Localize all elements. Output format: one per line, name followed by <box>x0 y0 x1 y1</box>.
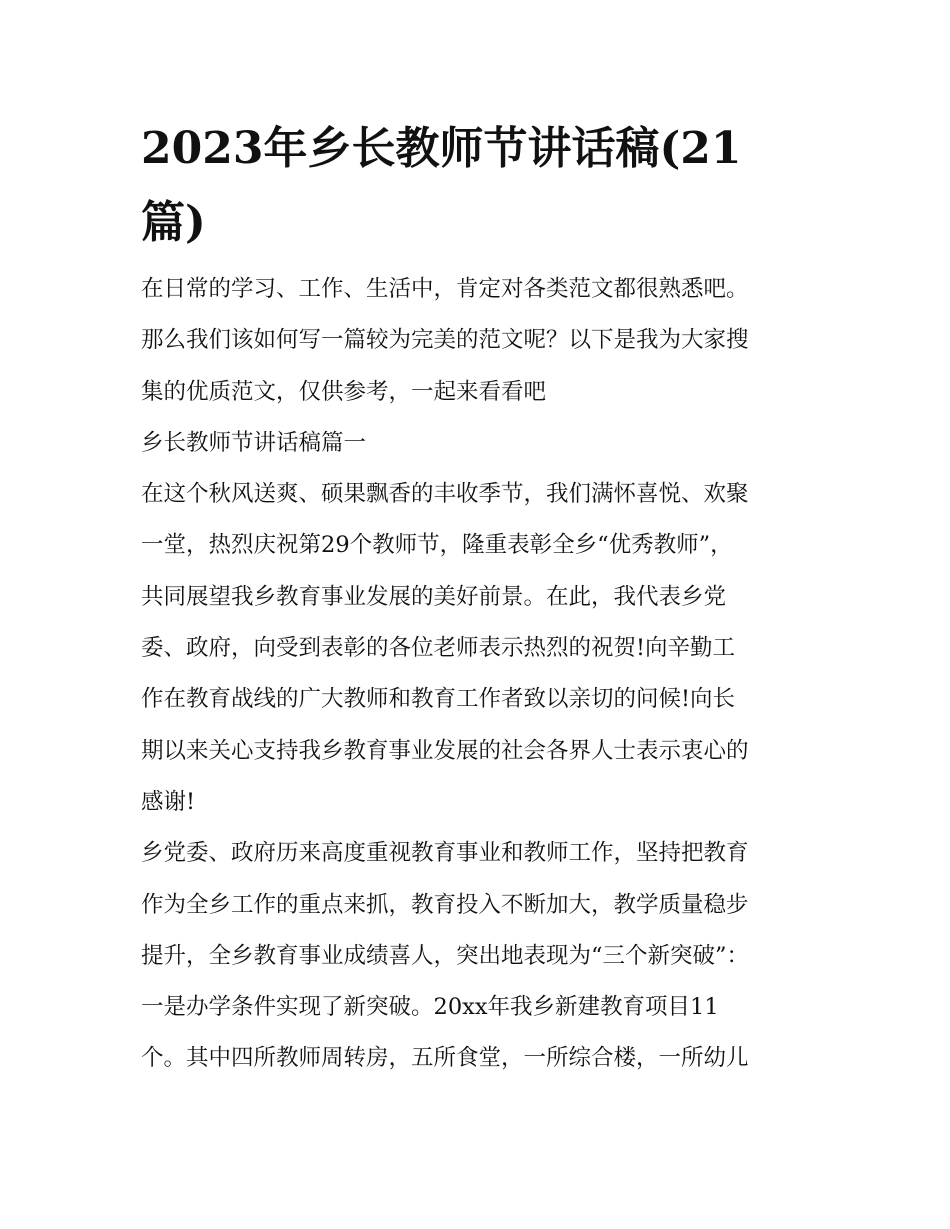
body-line: 共同展望我乡教育事业发展的美好前景。在此，我代表乡党 <box>141 583 727 610</box>
body-line: 在日常的学习、工作、生活中，肯定对各类范文都很熟悉吧。 <box>141 276 749 302</box>
body-line: 感谢! <box>141 788 196 815</box>
body-line: 委、政府，向受到表彰的各位老师表示热烈的祝贺!向辛勤工 <box>141 635 736 662</box>
body-line: 乡党委、政府历来高度重视教育事业和教师工作，坚持把教育 <box>141 840 749 867</box>
section-heading: 乡长教师节讲话稿篇一 <box>141 429 367 456</box>
body-line: 一堂，热烈庆祝第29个教师节，隆重表彰全乡“优秀教师”， <box>141 532 733 559</box>
body-line: 那么我们该如何写一篇较为完美的范文呢？以下是我为大家搜 <box>141 327 749 354</box>
body-line: 集的优质范文，仅供参考，一起来看看吧 <box>141 378 547 405</box>
body-line: 提升，全乡教育事业成绩喜人，突出地表现为“三个新突破”： <box>141 942 750 969</box>
document-page <box>141 112 813 1085</box>
body-line: 在这个秋风送爽、硕果飘香的丰收季节，我们满怀喜悦、欢聚 <box>141 481 749 508</box>
document-body <box>141 264 813 1085</box>
body-line: 作在教育战线的广大教师和教育工作者致以亲切的问候!向长 <box>141 686 736 713</box>
body-line: 期以来关心支持我乡教育事业发展的社会各界人士表示衷心的 <box>141 737 749 764</box>
body-line: 作为全乡工作的重点来抓，教育投入不断加大，教学质量稳步 <box>141 891 749 918</box>
title-line-2: 篇) <box>141 197 206 248</box>
document-title <box>141 112 813 260</box>
body-line: 个。其中四所教师周转房，五所食堂，一所综合楼，一所幼儿 <box>141 1045 749 1072</box>
title-line-1: 2023年乡长教师节讲话稿(21 <box>141 123 742 174</box>
body-line: 一是办学条件实现了新突破。20xx年我乡新建教育项目11 <box>141 994 719 1021</box>
